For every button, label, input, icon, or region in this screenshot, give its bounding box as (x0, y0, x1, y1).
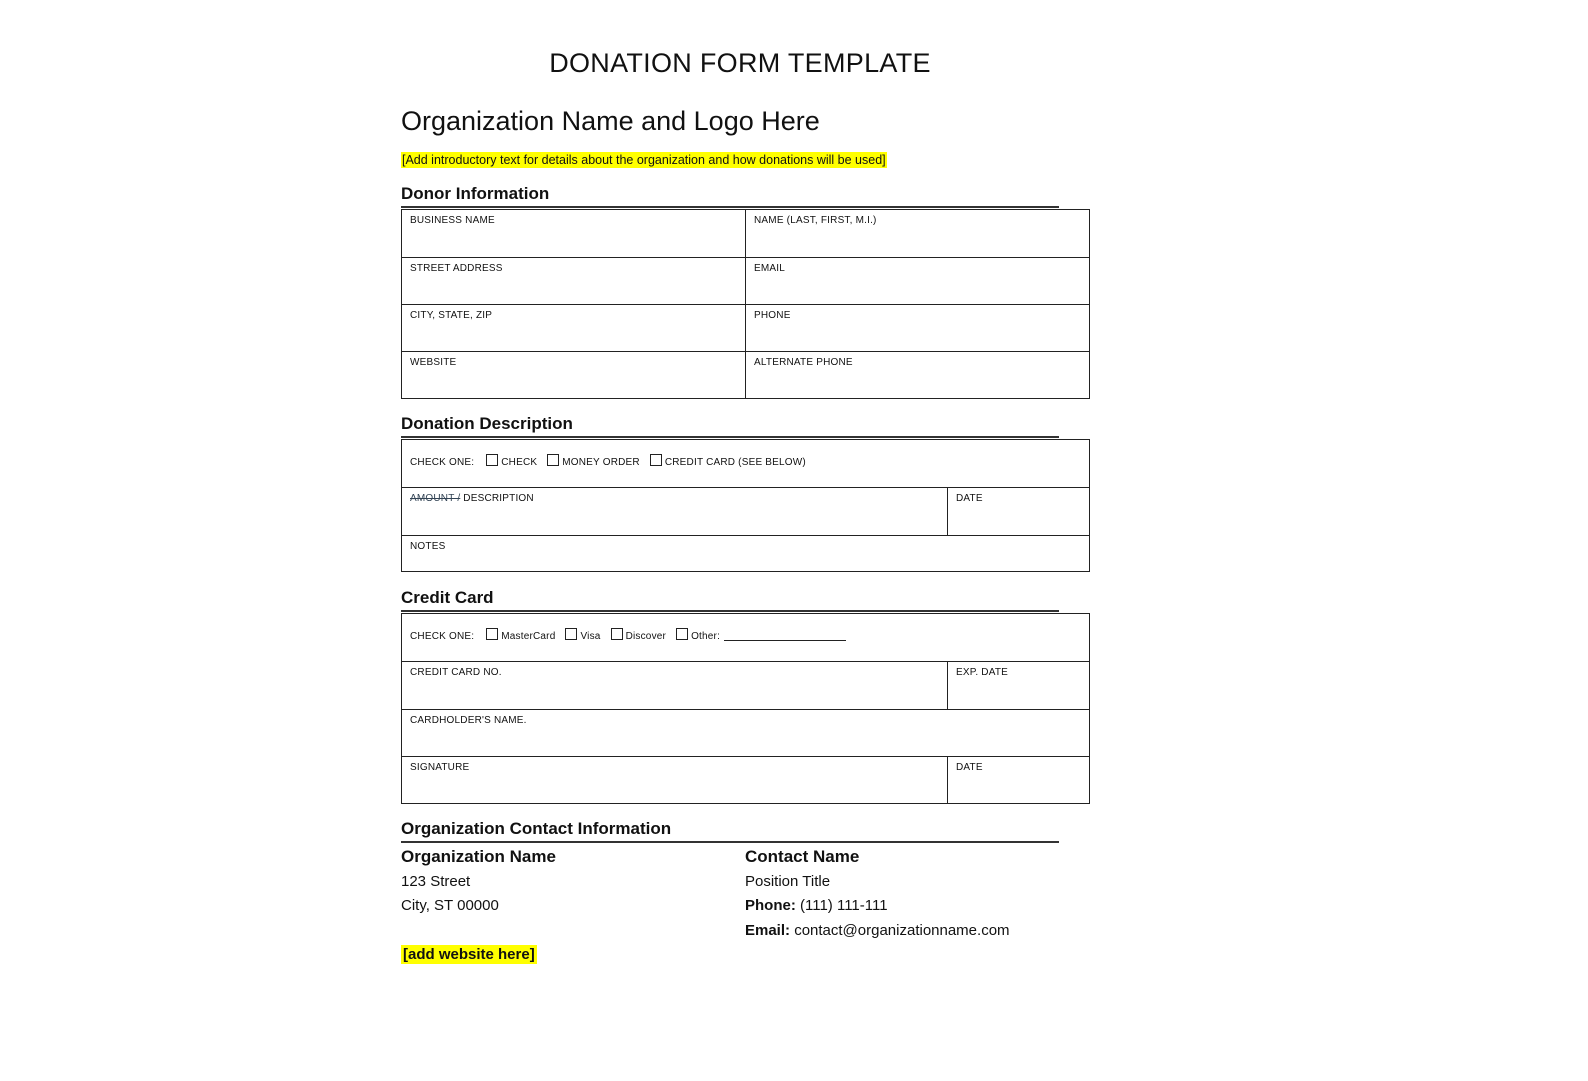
org-contact-block (401, 845, 556, 919)
credit-card-checkbox[interactable] (650, 454, 662, 466)
org-street: 123 Street (401, 872, 471, 890)
cardholder-name-field[interactable]: CARDHOLDER'S NAME. (402, 710, 1090, 757)
visa-checkbox[interactable] (565, 628, 577, 640)
amount-description-field[interactable]: AMOUNT / DESCRIPTION (402, 488, 948, 536)
money-order-checkbox[interactable] (547, 454, 559, 466)
donation-check-row: CHECK ONE: CHECK MONEY ORDER CREDIT CARD (SEE BELOW) (402, 440, 1090, 488)
notes-field[interactable]: NOTES (402, 536, 1090, 572)
contact-name: Contact Name (745, 847, 860, 866)
donation-section-title: Donation Description (401, 414, 1059, 438)
other-checkbox[interactable] (676, 628, 688, 640)
donor-section-title: Donor Information (401, 184, 1059, 208)
contact-phone: Phone: (111) 111-111 (745, 897, 888, 914)
discover-checkbox[interactable] (611, 628, 623, 640)
org-heading: Organization Name and Logo Here (401, 106, 820, 136)
signature-field[interactable]: SIGNATURE (402, 757, 948, 804)
contact-email: Email: contact@organizationname.com (745, 921, 1010, 939)
street-address-field[interactable]: STREET ADDRESS (402, 258, 746, 305)
other-input-line[interactable] (724, 640, 846, 641)
website-placeholder: [add website here] (403, 946, 535, 963)
business-name-field[interactable]: BUSINESS NAME (402, 210, 746, 258)
credit-table (401, 613, 1090, 804)
check-checkbox[interactable] (486, 454, 498, 466)
credit-check-row: CHECK ONE: MasterCard Visa Discover Other: (402, 614, 1090, 662)
mastercard-checkbox[interactable] (486, 628, 498, 640)
email-field[interactable]: EMAIL (746, 258, 1090, 305)
phone-field[interactable]: PHONE (746, 305, 1090, 352)
org-name: Organization Name (401, 847, 556, 866)
credit-section-title: Credit Card (401, 588, 1059, 612)
intro-text: [Add introductory text for details about the organization and how donations will be used] (402, 153, 886, 167)
city-state-zip-field[interactable]: CITY, STATE, ZIP (402, 305, 746, 352)
donor-name-field[interactable]: NAME (LAST, FIRST, M.I.) (746, 210, 1090, 258)
org-city: City, ST 00000 (401, 897, 499, 914)
donor-table (401, 209, 1090, 399)
position-title: Position Title (745, 872, 831, 890)
page-title: DONATION FORM TEMPLATE (549, 48, 931, 78)
person-contact-block (745, 845, 1010, 943)
credit-card-number-field[interactable]: CREDIT CARD NO. (402, 662, 948, 710)
alternate-phone-field[interactable]: ALTERNATE PHONE (746, 352, 1090, 399)
contact-section-title: Organization Contact Information (401, 819, 1059, 843)
donation-date-field[interactable]: DATE (948, 488, 1090, 536)
exp-date-field[interactable]: EXP. DATE (948, 662, 1090, 710)
donation-table (401, 439, 1090, 572)
signature-date-field[interactable]: DATE (948, 757, 1090, 804)
website-field[interactable]: WEBSITE (402, 352, 746, 399)
